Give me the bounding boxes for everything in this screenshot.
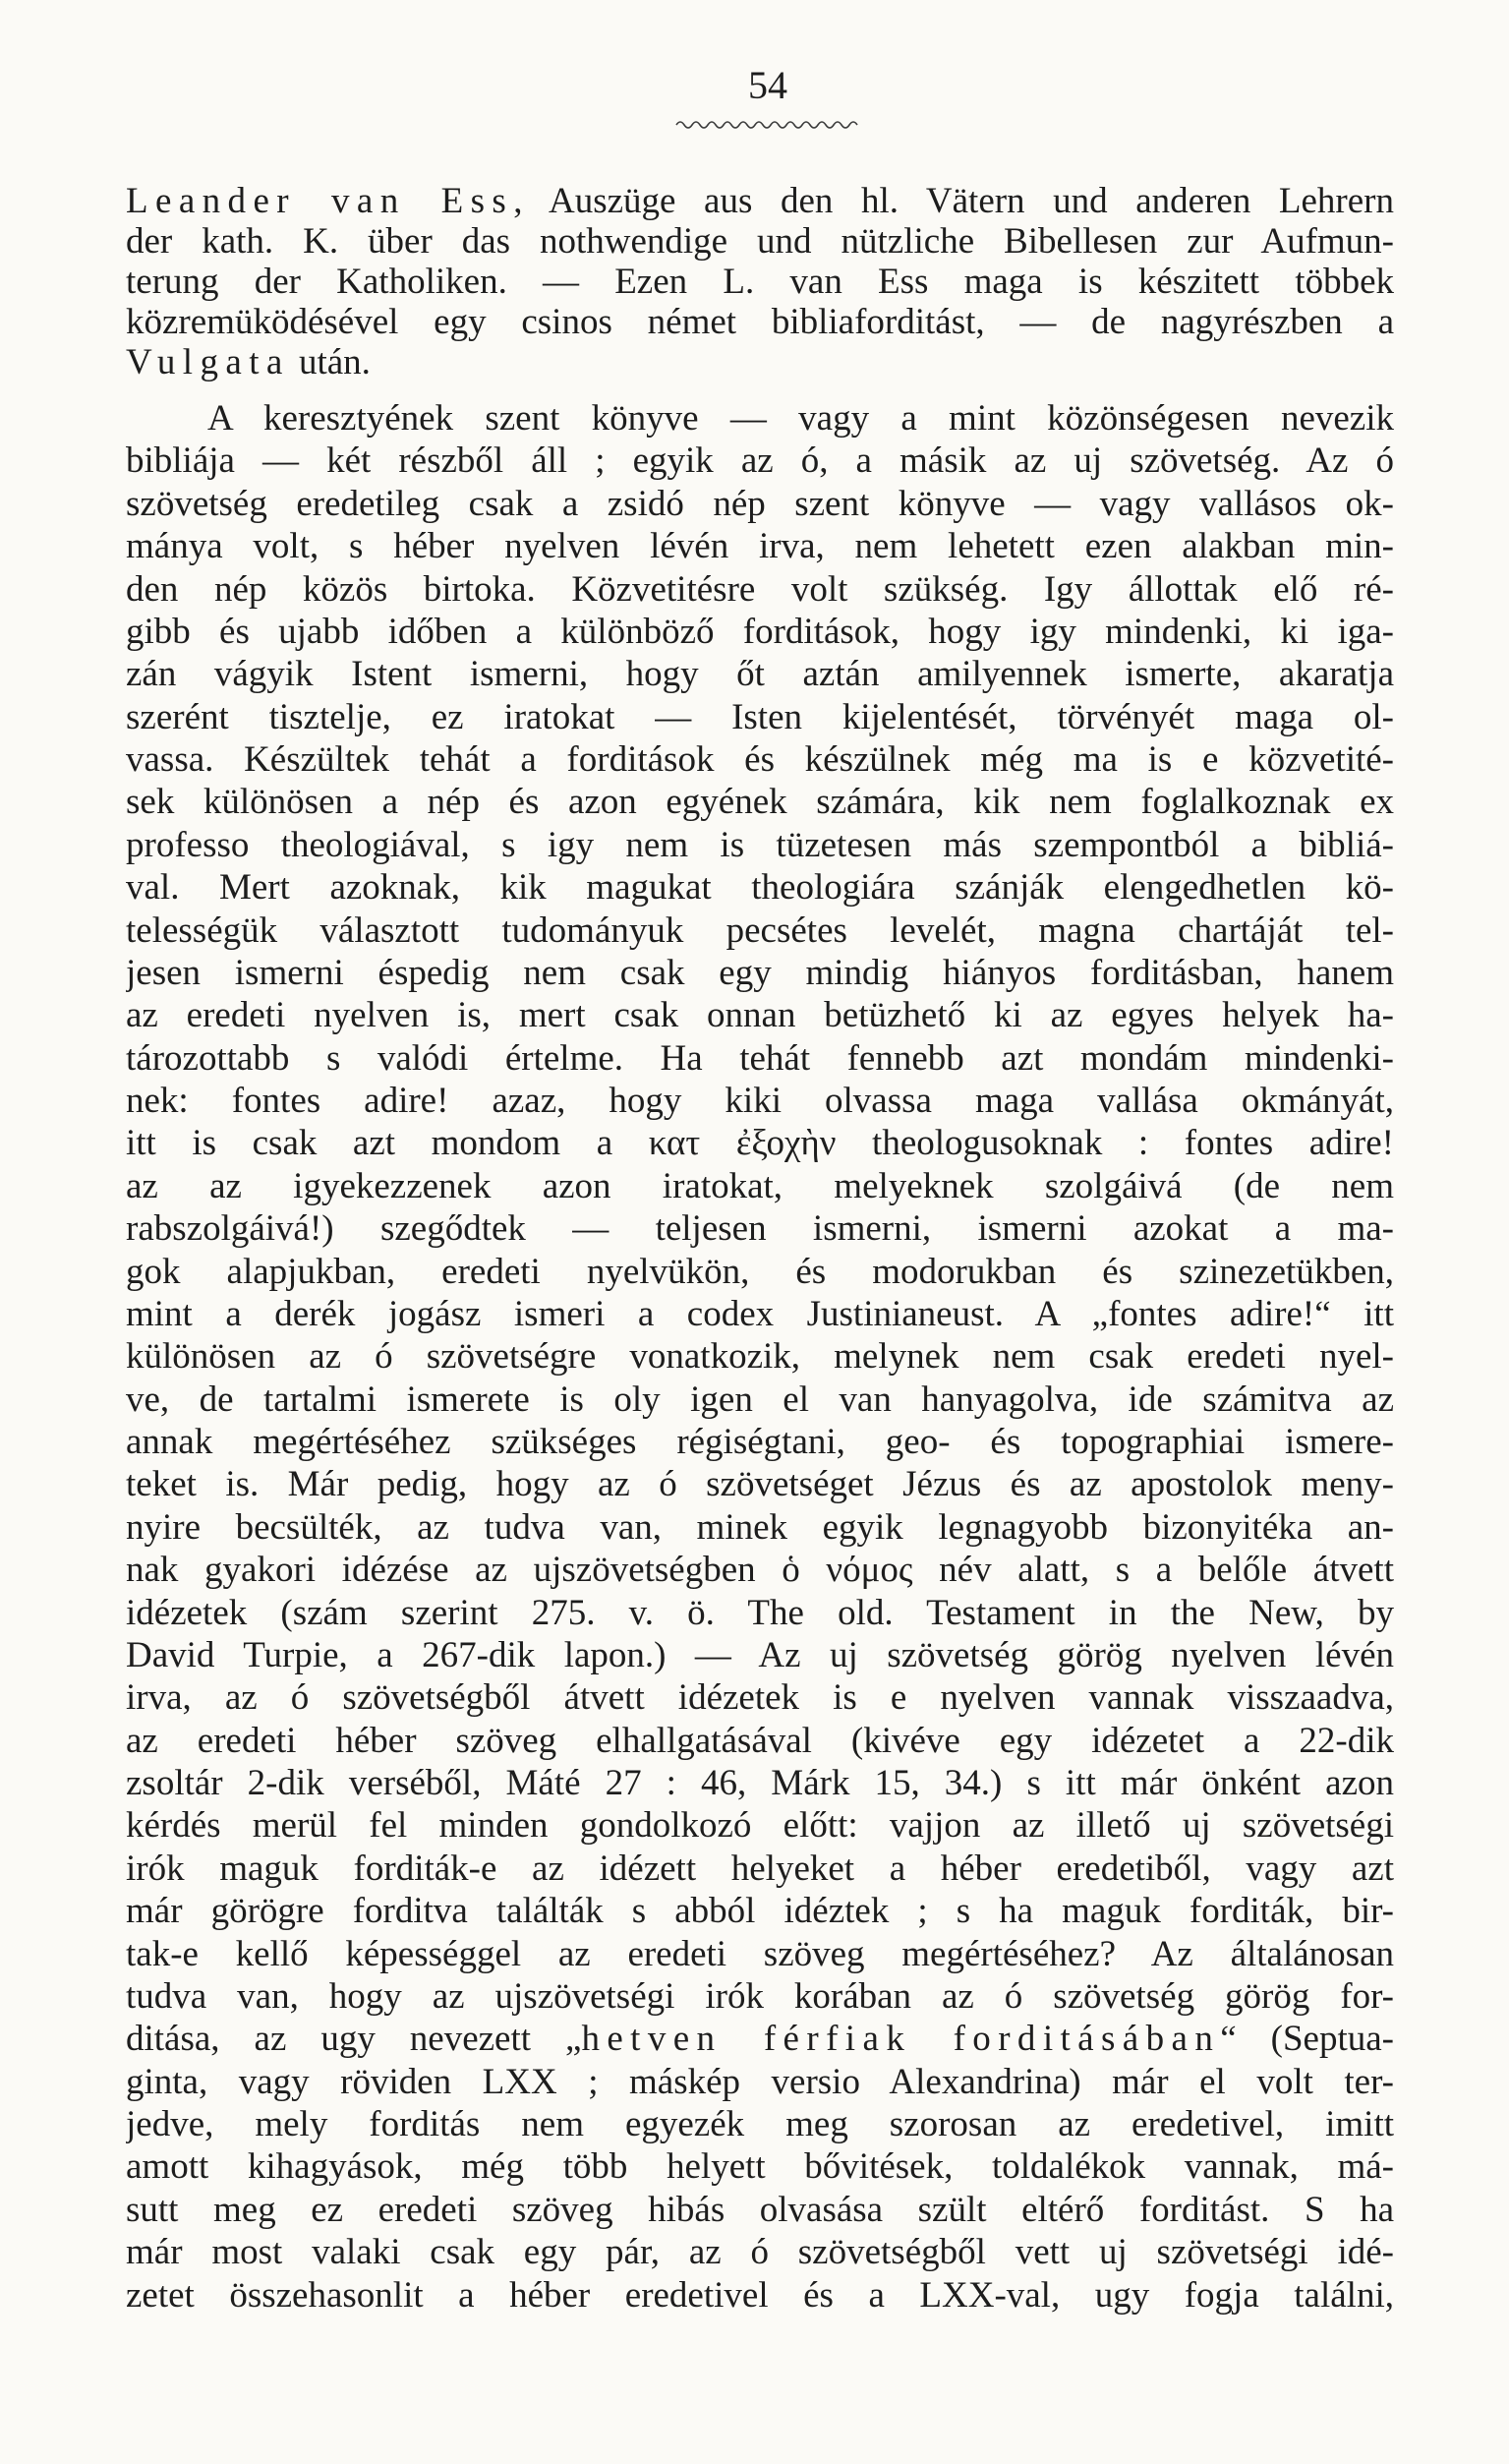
text-line: David Turpie, a 267-dik lapon.) — Az uj szövetség görög nyelven lévén	[126, 1634, 1394, 1675]
text-line: zetet összehasonlit a héber eredetivel és a LXX-val, ugy fogja találni,	[126, 2274, 1394, 2316]
text-line: gok alapjukban, eredeti nyelvükön, és modorukban és szinezetükben,	[126, 1251, 1394, 1292]
text-line: különösen az ó szövetségre vonatkozik, melynek nem csak eredeti nyel-	[126, 1336, 1394, 1378]
text-line: rabszolgáivá!) szegődtek — teljesen ismerni, ismerni azokat a ma-	[126, 1208, 1394, 1250]
text-line	[126, 2018, 1394, 2060]
text-line: nyire becsülték, az tudva van, minek egyik legnagyobb bizonyitéka an-	[126, 1506, 1394, 1548]
text-line: mánya volt, s héber nyelven lévén irva, nem lehetett ezen alakban min-	[126, 526, 1394, 567]
text-segment: , Auszüge aus den hl. Vätern und anderen Lehrern	[513, 181, 1394, 221]
page-number: 54	[748, 63, 787, 107]
text-line: már görögre forditva találták s abból idéztek ; s ha maguk forditák, bir-	[126, 1891, 1394, 1932]
text-line: az eredeti nyelven is, mert csak onnan betüzhető ki az egyes helyek ha-	[126, 995, 1394, 1036]
text-line: zsoltár 2-dik verséből, Máté 27 : 46, Márk 15, 34.) s itt már önként azon	[126, 1763, 1394, 1803]
text-line: jesen ismerni éspedig nem csak egy mindig hiányos forditásban, hanem	[126, 952, 1394, 993]
letterspaced-text: hetven férfiak forditásában	[581, 2019, 1221, 2060]
text-line: itt is csak azt mondom a κατ ἐξοχὴν theologusoknak : fontes adire!	[126, 1123, 1394, 1164]
text-line: idézetek (szám szerint 275. v. ö. The old. Testament in the New, by	[126, 1592, 1394, 1633]
text-line: professo theologiával, s igy nem is tüzetesen más szempontból a bibliá-	[126, 824, 1394, 865]
text-line: tak-e kellő képességgel az eredeti szöveg megértéséhez? Az általánosan	[126, 1933, 1394, 1974]
text-segment: után.	[289, 342, 371, 382]
text-line: amott kihagyások, még több helyett bővitések, toldalékok vannak, má-	[126, 2146, 1394, 2188]
text-line: irók maguk forditák-e az idézett helyeket a héber eredetiből, vagy azt	[126, 1848, 1394, 1889]
text-line: szerént tisztelje, ez iratokat — Isten kijelentését, törvényét maga ol-	[126, 696, 1394, 737]
text-line: bibliája — két részből áll ; egyik az ó, a másik az uj szövetség. Az ó	[126, 440, 1394, 482]
paragraph-main	[126, 397, 1394, 2317]
text-line	[126, 342, 1394, 382]
text-line: mint a derék jogász ismeri a codex Justinianeust. A „fontes adire!“ itt	[126, 1293, 1394, 1334]
text-line: sutt meg ez eredeti szöveg hibás olvasása szült eltérő forditást. S ha	[126, 2189, 1394, 2230]
text-line: zán vágyik Istent ismerni, hogy őt aztán amilyennek ismerte, akaratja	[126, 654, 1394, 695]
text-line: A keresztyének szent könyve — vagy a mint közönségesen nevezik	[207, 398, 1394, 439]
text-line: tározottabb s valódi értelme. Ha tehát fennebb azt mondám mindenki-	[126, 1037, 1394, 1079]
text-line: nak gyakori idézése az ujszövetségben ὁ νόμος név alatt, s a belőle átvett	[126, 1550, 1394, 1591]
letterspaced-text: Leander van Ess	[126, 181, 514, 221]
text-line: ve, de tartalmi ismerete is oly igen el van hanyagolva, ide számitva az	[126, 1379, 1394, 1420]
text-segment: “ (Septua-	[1220, 2019, 1394, 2060]
text-line: az eredeti héber szöveg elhallgatásával (kivéve egy idézetet a 22-dik	[126, 1720, 1394, 1761]
text-line: den nép közös birtoka. Közvetitésre volt szükség. Igy állottak elő ré-	[126, 568, 1394, 610]
text-line: közremüködésével egy csinos német bibliaforditást, — de nagyrészben a	[126, 302, 1394, 342]
text-line: irva, az ó szövetségből átvett idézetek is e nyelven vannak visszaadva,	[126, 1677, 1394, 1719]
text-line: der kath. K. über das nothwendige und nützliche Bibellesen zur Aufmun-	[126, 221, 1394, 262]
text-line: terung der Katholiken. — Ezen L. van Ess maga is készitett többek	[126, 262, 1394, 302]
text-line	[126, 181, 1394, 221]
text-line: tudva van, hogy az ujszövetségi irók korában az ó szövetség görög for-	[126, 1975, 1394, 2017]
text-line: nek: fontes adire! azaz, hogy kiki olvassa maga vallása okmányát,	[126, 1081, 1394, 1121]
text-line: sek különösen a nép és azon egyének számára, kik nem foglalkoznak ex	[126, 782, 1394, 823]
text-line: ginta, vagy röviden LXX ; máskép versio Alexandrina) már el volt ter-	[126, 2061, 1394, 2102]
text-line: az az igyekezzenek azon iratokat, melyeknek szolgáivá (de nem	[126, 1165, 1394, 1206]
text-line: vassa. Készültek tehát a forditások és készülnek még ma is e közvetité-	[126, 739, 1394, 780]
text-segment: ditása, az ugy nevezett „	[126, 2019, 582, 2060]
text-line: val. Mert azoknak, kik magukat theologiára szánják elengedhetlen kö-	[126, 867, 1394, 909]
text-line: telességük választott tudományuk pecsétes levelét, magna chartáját tel-	[126, 909, 1394, 951]
text-line: jedve, mely forditás nem egyezék meg szorosan az eredetivel, imitt	[126, 2104, 1394, 2144]
text-line: kérdés merül fel minden gondolkozó előtt: vajjon az illető uj szövetségi	[126, 1805, 1394, 1847]
letterspaced-text: Vulgata	[126, 342, 290, 382]
text-line: gibb és ujabb időben a különböző forditások, hogy igy mindenki, ki iga-	[126, 611, 1394, 652]
text-line: már most valaki csak egy pár, az ó szövetségből vett uj szövetségi idé-	[126, 2232, 1394, 2273]
decorative-wavy-rule	[674, 117, 859, 129]
paragraph-reference-note	[126, 181, 1394, 382]
text-line: szövetség eredetileg csak a zsidó nép szent könyve — vagy vallásos ok-	[126, 483, 1394, 524]
text-line: teket is. Már pedig, hogy az ó szövetséget Jézus és az apostolok meny-	[126, 1464, 1394, 1505]
text-line: annak megértéséhez szükséges régiségtani, geo- és topographiai ismere-	[126, 1422, 1394, 1462]
